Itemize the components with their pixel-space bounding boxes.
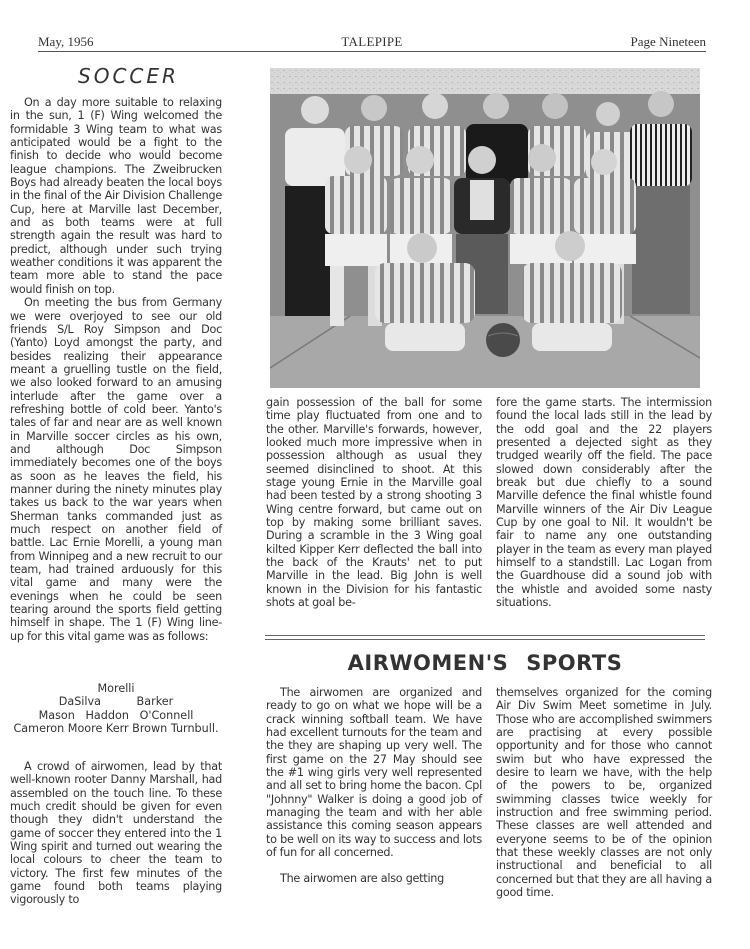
soccer-article-title: SOCCER: [78, 64, 179, 88]
airwomen-article-title: [265, 651, 705, 675]
publication-title: TALEPIPE: [341, 34, 403, 49]
soccer-ball: [486, 323, 520, 357]
team-photo: [270, 68, 700, 388]
lineup-row: DaSilva Barker: [58, 695, 174, 709]
issue-date: May, 1956: [38, 34, 94, 49]
airwomen-paragraph: themselves organized for the coming Air Div Swim Meet sometime in July. Those who are accomplished swimmers are practising at every possible opportunity and for those who cannot swim but who have expressed the desire to learn we have, with the help of the powers to be, organized swimming classes twice weekly for instruction and free swimming period. These classes are well attended and everyone seems to be of the opinion that these weekly classes are not only instructional and beneficial to all concerned but that they are all having a good time.: [496, 686, 712, 900]
airwomen-title-part1: AIRWOMEN'S: [347, 651, 509, 675]
airwomen-paragraph: The airwomen are also getting: [280, 872, 444, 886]
lineup-row: Morelli: [97, 682, 135, 695]
team-photo-illustration: [270, 68, 700, 388]
page-number: Page Nineteen: [630, 34, 706, 49]
airwomen-column-1: [266, 686, 482, 886]
soccer-column-1-continued: [10, 760, 222, 907]
airwomen-column-2: [496, 686, 712, 900]
soccer-column-1: [10, 96, 222, 643]
header-rule: [38, 51, 706, 52]
airwomen-paragraph: The airwomen are organized and ready to go on what we hope will be a crack winning softball team. We have had excellent turnouts for the team and the they are shaping up very well. The first game on the 27 May should see the #1 wing girls very well represented and all set to bring home the bacon. Cpl "Johnny" Walker is doing a good job of managing the team and with her able assistance this coming season appears to be well on its way to success and lots of fun for all concerned.: [266, 686, 482, 860]
lineup-row: Mason Haddon O'Connell: [38, 708, 194, 722]
airwomen-title-part2: SPORTS: [526, 651, 623, 675]
soccer-column-3: [496, 396, 712, 610]
soccer-paragraph: On meeting the bus from Germany we were overjoyed to see our old friends S/L Roy Simpson and Doc (Yanto) Loyd amongst the party, and besides realizing their appearance meant a gruelling tustle on the field, we also looked forward to an amusing interlude after the game over a refreshing bottle of cold beer. Yanto's tales of far and near are as well known in Marville soccer circles as his own, and although Doc Simpson immediately becomes one of the boys as soon as he leaves the field, his manner during the ninety minutes play takes us back to the war years when Sherman tanks commanded just as much respect on another field of battle. Lac Ernie Morelli, a young man from Winnipeg and a new recruit to our team, had trained arduously for this vital game and many were the evenings when he could be seen tearing around the sports field getting himself in shape. The 1 (F) Wing line-up for this vital game was as follows:: [10, 296, 222, 643]
section-divider: [265, 635, 705, 640]
photo-wall-upper: [270, 68, 700, 94]
soccer-paragraph: fore the game starts. The intermission found the local lads still in the lead by the odd goal and the 22 players presented a dejected sight as they trudged wearily off the field. The pace slowed down considerably after the break but due chiefly to a sound Marville defence the final whistle found Marville winners of the Air Div League Cup by one goal to Nil. It wouldn't be fair to name any one outstanding player in the team as every man played himself to a standstill. Lac Logan from the Guardhouse did a sound job with the whistle and avoided some nasty situations.: [496, 396, 712, 610]
soccer-paragraph: gain possession of the ball for some time play fluctuated from one and to the other. Marville's forwards, however, looked much more impressive when in possession although as usual they seemed disinclined to shoot. At this stage young Ernie in the Marville goal had been tested by a strong shooting 3 Wing centre forward, but came out on top by making some brilliant saves. During a scramble in the 3 Wing goal kilted Kipper Kerr deflected the ball into the back of the Krauts' net to put Marville in the lead. Big John is well known in the Division for his fantastic shots at goal be-: [266, 396, 482, 610]
page-header: [38, 34, 706, 52]
team-lineup: [10, 682, 222, 735]
soccer-column-2: [266, 396, 482, 610]
soccer-paragraph: On a day more suitable to relaxing in the sun, 1 (F) Wing welcomed the formidable 3 Wing team to what was anticipated would be a fight to the finish to decide who would become league champions. The Zweibrucken Boys had already beaten the local boys in the final of the Air Division Challenge Cup, here at Marville last December, and as both teams were at full strength again the result was hard to predict, although under such trying weather conditions it was apparent the team more able to stand the pace would finish on top.: [10, 96, 222, 296]
soccer-paragraph: A crowd of airwomen, lead by that well-known rooter Danny Marshall, had assembled on the touch line. To these much credit should be given for even though they didn't understand the game of soccer they entered into the 1 Wing spirit and turned out wearing the local colours to cheer the team to victory. The first few minutes of the game found both teams playing vigorously to: [10, 760, 222, 907]
lineup-row: Cameron Moore Kerr Brown Turnbull.: [13, 722, 219, 736]
